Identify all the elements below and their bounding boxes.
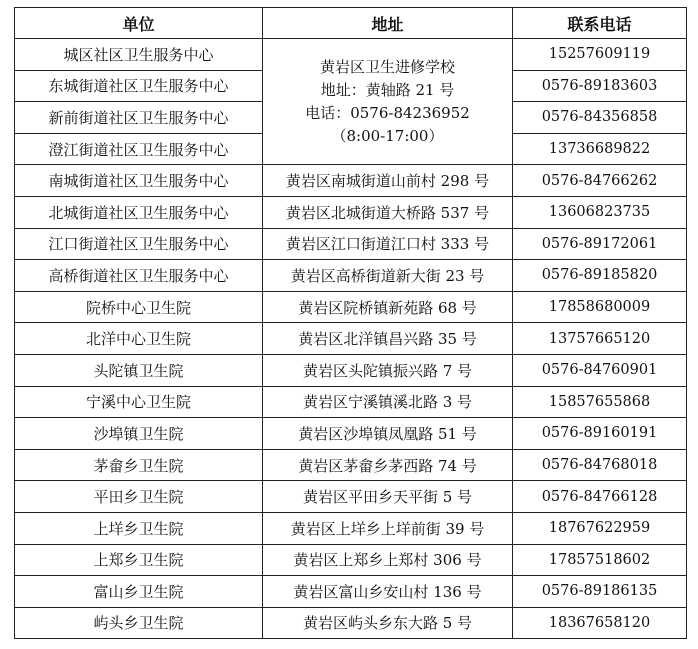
table-row (15, 544, 687, 576)
phone-cell: 0576-89172061 (513, 228, 687, 260)
phone-cell: 0576-89183603 (513, 70, 687, 102)
phone-cell: 18767622959 (513, 512, 687, 544)
header-unit: 单位 (15, 8, 263, 39)
table-row (15, 607, 687, 639)
address-cell: 黄岩区高桥街道新大街 23 号 (263, 260, 513, 292)
unit-cell: 茅畲乡卫生院 (15, 449, 263, 481)
address-cell: 黄岩区茅畲乡茅西路 74 号 (263, 449, 513, 481)
health-center-table (14, 7, 687, 639)
unit-cell: 院桥中心卫生院 (15, 291, 263, 323)
unit-cell: 沙埠镇卫生院 (15, 418, 263, 450)
phone-cell: 0576-89185820 (513, 260, 687, 292)
unit-cell: 头陀镇卫生院 (15, 354, 263, 386)
merged-address-line: 电话：0576-84236952 (305, 103, 470, 122)
header-phone: 联系电话 (513, 8, 687, 39)
address-cell: 黄岩区北洋镇昌兴路 35 号 (263, 323, 513, 355)
unit-cell: 高桥街道社区卫生服务中心 (15, 260, 263, 292)
table-row (15, 576, 687, 608)
unit-cell: 北城街道社区卫生服务中心 (15, 196, 263, 228)
phone-cell: 17857518602 (513, 544, 687, 576)
phone-cell: 13736689822 (513, 133, 687, 165)
phone-cell: 15257609119 (513, 39, 687, 71)
unit-cell: 江口街道社区卫生服务中心 (15, 228, 263, 260)
unit-cell: 城区社区卫生服务中心 (15, 39, 263, 71)
phone-cell: 0576-84356858 (513, 102, 687, 134)
phone-cell: 13606823735 (513, 196, 687, 228)
phone-cell: 0576-89186135 (513, 576, 687, 608)
table-row (15, 291, 687, 323)
table-row (15, 39, 687, 71)
phone-cell: 0576-84768018 (513, 449, 687, 481)
phone-cell: 13757665120 (513, 323, 687, 355)
phone-cell: 15857655868 (513, 386, 687, 418)
table-row (15, 196, 687, 228)
phone-cell: 0576-89160191 (513, 418, 687, 450)
table-row (15, 418, 687, 450)
header-row (15, 8, 687, 39)
address-cell: 黄岩区江口街道江口村 333 号 (263, 228, 513, 260)
merged-address-line: 黄岩区卫生进修学校 (319, 57, 455, 76)
phone-cell: 0576-84766128 (513, 481, 687, 513)
address-cell: 黄岩区上垟乡上垟前街 39 号 (263, 512, 513, 544)
unit-cell: 屿头乡卫生院 (15, 607, 263, 639)
merged-address-line: （8:00-17:00） (331, 126, 444, 145)
merged-address-line: 地址：黄轴路 21 号 (320, 80, 455, 99)
unit-cell: 东城街道社区卫生服务中心 (15, 70, 263, 102)
address-cell: 黄岩区院桥镇新苑路 68 号 (263, 291, 513, 323)
address-cell: 黄岩区宁溪镇溪北路 3 号 (263, 386, 513, 418)
table-row (15, 354, 687, 386)
unit-cell: 平田乡卫生院 (15, 481, 263, 513)
table-row (15, 228, 687, 260)
unit-cell: 北洋中心卫生院 (15, 323, 263, 355)
address-cell: 黄岩区上郑乡上郑村 306 号 (263, 544, 513, 576)
phone-cell: 0576-84760901 (513, 354, 687, 386)
merged-address-cell (263, 39, 513, 165)
unit-cell: 南城街道社区卫生服务中心 (15, 165, 263, 197)
address-cell: 黄岩区头陀镇振兴路 7 号 (263, 354, 513, 386)
unit-cell: 澄江街道社区卫生服务中心 (15, 133, 263, 165)
unit-cell: 富山乡卫生院 (15, 576, 263, 608)
table-row (15, 165, 687, 197)
table-row (15, 512, 687, 544)
table-row (15, 449, 687, 481)
unit-cell: 新前街道社区卫生服务中心 (15, 102, 263, 134)
address-cell: 黄岩区沙埠镇凤凰路 51 号 (263, 418, 513, 450)
table-row (15, 323, 687, 355)
table-row (15, 481, 687, 513)
address-cell: 黄岩区南城街道山前村 298 号 (263, 165, 513, 197)
address-cell: 黄岩区富山乡安山村 136 号 (263, 576, 513, 608)
unit-cell: 宁溪中心卫生院 (15, 386, 263, 418)
address-cell: 黄岩区北城街道大桥路 537 号 (263, 196, 513, 228)
table-row (15, 260, 687, 292)
phone-cell: 18367658120 (513, 607, 687, 639)
phone-cell: 17858680009 (513, 291, 687, 323)
header-address: 地址 (263, 8, 513, 39)
address-cell: 黄岩区平田乡天平街 5 号 (263, 481, 513, 513)
unit-cell: 上垟乡卫生院 (15, 512, 263, 544)
phone-cell: 0576-84766262 (513, 165, 687, 197)
table-row (15, 386, 687, 418)
unit-cell: 上郑乡卫生院 (15, 544, 263, 576)
address-cell: 黄岩区屿头乡东大路 5 号 (263, 607, 513, 639)
